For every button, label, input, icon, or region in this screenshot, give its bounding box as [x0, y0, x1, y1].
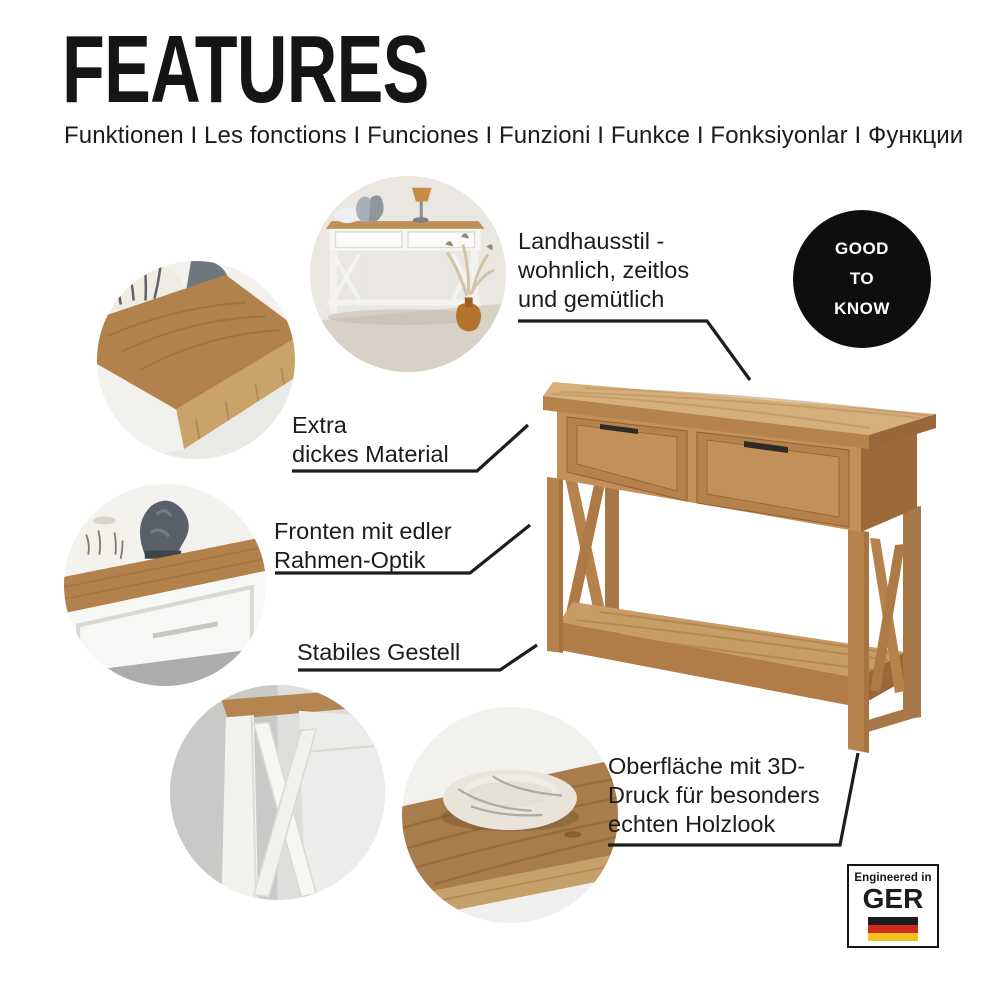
stable-frame-illustration — [170, 685, 385, 900]
callout-fronten-line1: Fronten mit edler — [274, 518, 452, 544]
callout-material-line1: Extra — [292, 412, 347, 438]
good-to-know-line2: TO — [849, 269, 875, 288]
callout-landhausstil-line1: Landhausstil - — [518, 228, 665, 254]
callout-oberflaeche-line3: echten Holzlook — [608, 811, 776, 837]
photo-thick-tabletop — [97, 261, 295, 459]
styled-console-room-illustration — [310, 176, 506, 372]
callout-gestell — [297, 638, 460, 667]
ger-label: GER — [862, 883, 924, 914]
callout-material — [292, 411, 449, 469]
framed-drawer-front-illustration — [64, 484, 266, 686]
callout-fronten-line2: Rahmen-Optik — [274, 547, 426, 573]
console-table-illustration — [543, 382, 936, 753]
callout-landhausstil-line3: und gemütlich — [518, 286, 665, 312]
drawer-handle-right — [744, 441, 788, 453]
drawer-handle-left — [600, 424, 638, 434]
callout-oberflaeche-line2: Druck für besonders — [608, 782, 820, 808]
good-to-know-badge — [793, 210, 931, 348]
good-to-know-line3: KNOW — [834, 299, 890, 318]
flag-red-stripe — [868, 925, 918, 933]
callout-landhausstil — [518, 227, 689, 314]
callout-oberflaeche-line1: Oberfläche mit 3D- — [608, 753, 806, 779]
engineered-in-label: Engineered in — [854, 872, 932, 884]
flag-gold-stripe — [868, 933, 918, 941]
line-landhausstil — [518, 321, 750, 380]
german-flag-icon — [868, 917, 918, 941]
thick-tabletop-illustration — [97, 261, 295, 459]
good-to-know-line1: GOOD — [835, 239, 889, 258]
engineered-in-germany-badge — [847, 864, 939, 948]
photo-styled-console-room — [310, 176, 506, 372]
photo-wood-surface-bowl — [402, 707, 618, 923]
callout-fronten — [274, 517, 452, 575]
flag-black-stripe — [868, 917, 918, 925]
callout-landhausstil-line2: wohnlich, zeitlos — [518, 257, 690, 283]
photo-framed-drawer-front — [64, 484, 266, 686]
callout-gestell-line1: Stabiles Gestell — [297, 639, 461, 665]
callout-oberflaeche — [608, 752, 820, 839]
photo-stable-frame — [170, 685, 385, 900]
page-subtitle: Funktionen I Les fonctions I Funciones I Funzioni I Funkce I Fonksiyonlar I Функции — [64, 122, 964, 149]
page-title: FEATURES — [62, 16, 429, 123]
wood-surface-bowl-illustration — [402, 707, 618, 923]
callout-material-line2: dickes Material — [292, 441, 449, 467]
